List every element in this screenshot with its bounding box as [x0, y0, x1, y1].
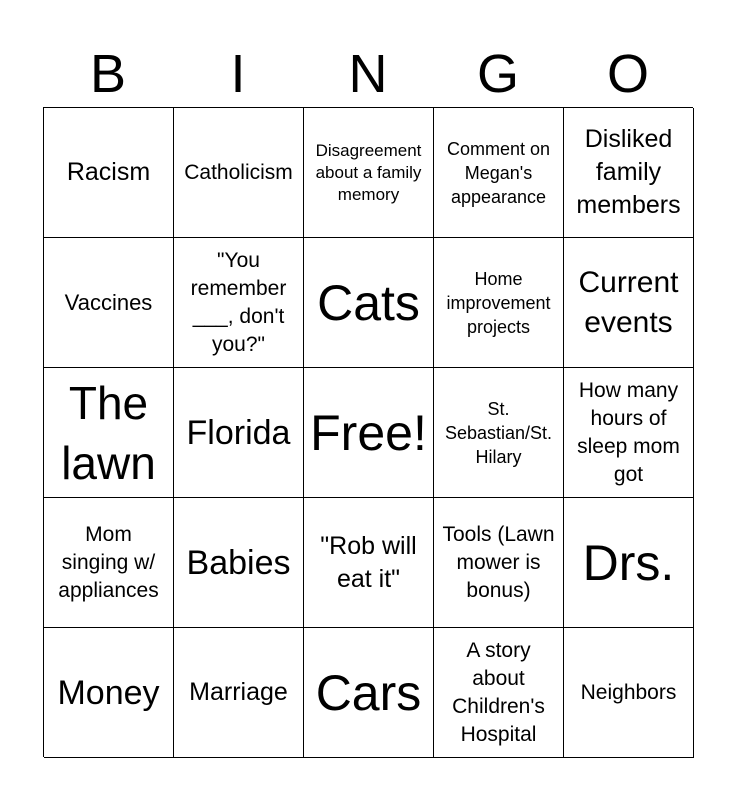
bingo-cell[interactable]: [44, 628, 174, 758]
bingo-cell[interactable]: [434, 368, 564, 498]
cell-text: Money: [57, 673, 160, 712]
cell-text: Vaccines: [64, 290, 153, 315]
cell-text: The lawn: [61, 376, 156, 489]
cell-text: A story about Children's Hospital: [452, 638, 545, 746]
cell-text: Home improvement projects: [446, 268, 551, 337]
bingo-cell[interactable]: [304, 498, 434, 628]
bingo-cell[interactable]: [564, 368, 694, 498]
bingo-cell[interactable]: [174, 368, 304, 498]
header-letter-b: B: [89, 44, 127, 104]
cell-text: Neighbors: [580, 680, 677, 704]
bingo-cell[interactable]: [174, 498, 304, 628]
cell-text: Comment on Megan's appearance: [446, 138, 551, 207]
cell-text: "Rob will eat it": [320, 531, 417, 593]
bingo-cell[interactable]: [304, 238, 434, 368]
bingo-cell[interactable]: [174, 238, 304, 368]
bingo-header: [43, 40, 693, 108]
cell-text: Disliked family members: [576, 125, 681, 219]
cell-text: Cats: [317, 274, 420, 331]
bingo-cell[interactable]: [44, 238, 174, 368]
free-space-cell[interactable]: [304, 368, 434, 498]
bingo-cell[interactable]: [564, 108, 694, 238]
bingo-cell[interactable]: [434, 238, 564, 368]
bingo-cell[interactable]: [304, 108, 434, 238]
header-letter-n: N: [348, 44, 388, 104]
cell-text: Current events: [578, 265, 679, 339]
cell-text: Tools (Lawn mower is bonus): [442, 522, 555, 602]
cell-text: Disagreement about a family memory: [315, 140, 422, 204]
cell-text: How many hours of sleep mom got: [577, 378, 680, 486]
cell-text: Florida: [186, 413, 291, 452]
bingo-cell[interactable]: [44, 368, 174, 498]
cell-text: "You remember ___, don't you?": [190, 248, 287, 356]
cell-text: Catholicism: [184, 160, 293, 184]
cell-text: Mom singing w/ appliances: [58, 522, 159, 602]
bingo-cell[interactable]: [434, 108, 564, 238]
bingo-cell[interactable]: [174, 108, 304, 238]
cell-text: Cars: [315, 664, 422, 721]
bingo-cell[interactable]: [434, 498, 564, 628]
bingo-cell[interactable]: [564, 628, 694, 758]
cell-text: Babies: [186, 543, 291, 582]
bingo-cell[interactable]: [564, 498, 694, 628]
cell-text: St. Sebastian/St. Hilary: [444, 398, 553, 467]
cell-text: Racism: [66, 158, 151, 186]
bingo-cell[interactable]: [564, 238, 694, 368]
bingo-cell[interactable]: [304, 628, 434, 758]
cell-text: Drs.: [582, 534, 675, 591]
free-space-label: Free!: [310, 404, 427, 461]
header-letter-g: G: [476, 44, 519, 104]
bingo-cell[interactable]: [44, 498, 174, 628]
header-letter-o: O: [606, 44, 649, 104]
bingo-cell[interactable]: [174, 628, 304, 758]
bingo-cell[interactable]: [434, 628, 564, 758]
bingo-board: [43, 107, 693, 757]
bingo-cell[interactable]: [44, 108, 174, 238]
cell-text: Marriage: [189, 678, 288, 706]
header-letter-i: I: [230, 44, 246, 104]
